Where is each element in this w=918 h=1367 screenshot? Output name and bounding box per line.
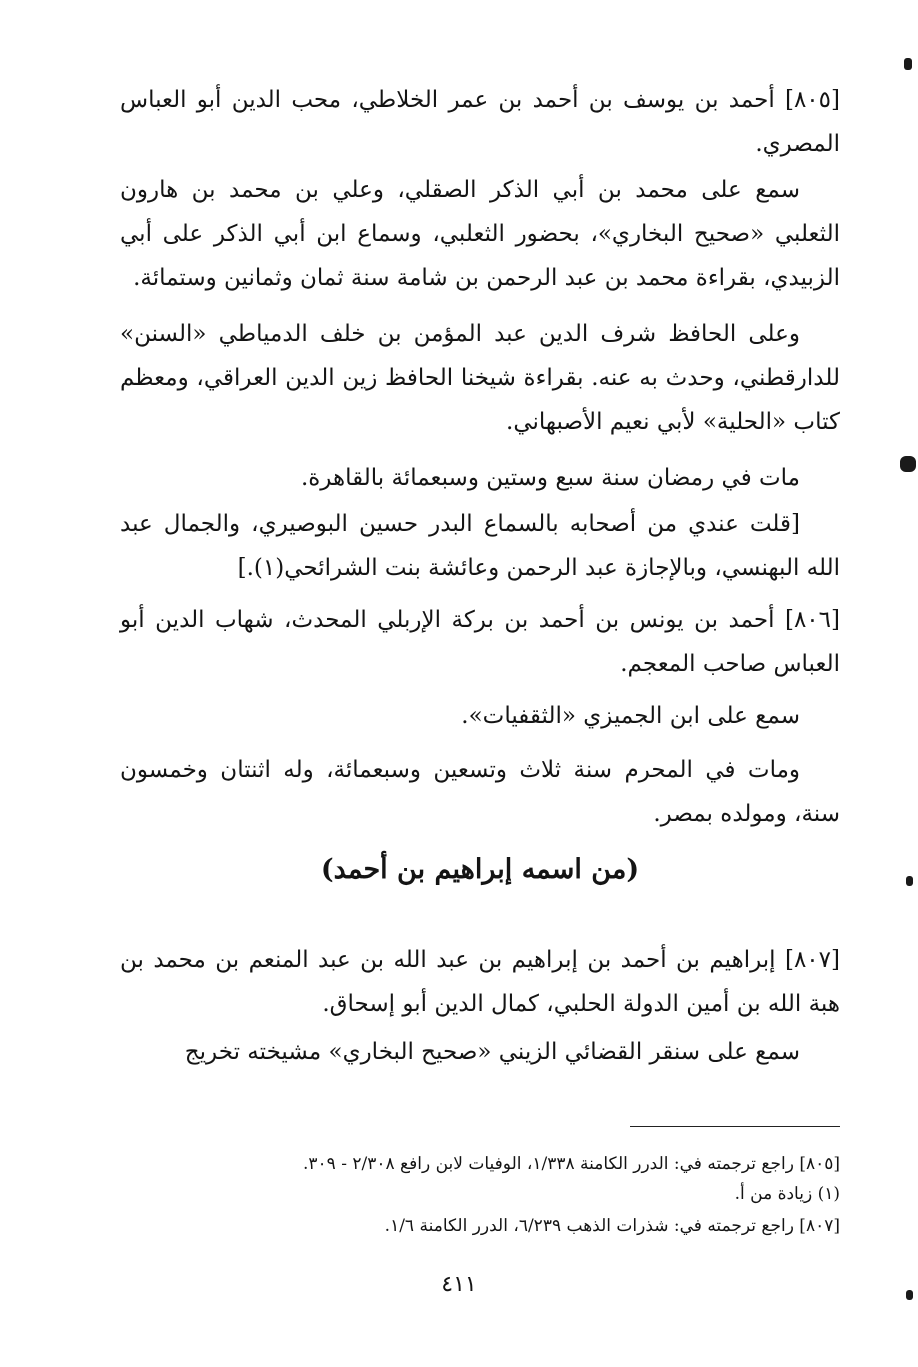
page-number: ٤١١: [441, 1272, 477, 1297]
margin-binding-mark: [906, 1290, 913, 1300]
entry-805-hearing-dimyati: وعلى الحافظ شرف الدين عبد المؤمن بن خلف الدمياطي «السنن» للدارقطني، وحدث به عنه. بقراءة شيخنا الحافظ زين الدين العراقي، ومعظم كتاب «الحلية» لأبي نعيم الأصبهاني.: [120, 321, 840, 435]
entry-806-title: [٨٠٦] أحمد بن يونس بن أحمد بن بركة الإربلي المحدث، شهاب الدين أبو العباس صاحب المعجم.: [120, 607, 840, 677]
entry-806-death: ومات في المحرم سنة ثلاث وتسعين وسبعمائة، وله اثنتان وخمسون سنة، ومولده بمصر.: [120, 757, 840, 827]
footnote-divider: [630, 1126, 840, 1127]
footnote-1: (١) زيادة من أ.: [734, 1184, 840, 1204]
footnote-805: [٨٠٥] راجع ترجمته في: الدرر الكامنة ١/٣٣٨، الوفيات لابن رافع ٢/٣٠٨ - ٣٠٩.: [303, 1154, 840, 1174]
entry-807-hearing: سمع على سنقر القضائي الزيني «صحيح البخاري» مشيخته تخريج: [184, 1039, 800, 1065]
margin-binding-mark: [906, 876, 913, 886]
footnote-807: [٨٠٧] راجع ترجمته في: شذرات الذهب ٦/٢٣٩، الدرر الكامنة ١/٦.: [384, 1216, 840, 1236]
entry-807-title: [٨٠٧] إبراهيم بن أحمد بن إبراهيم بن عبد الله بن عبد المنعم بن محمد بن هبة الله بن أمين الدولة الحلبي، كمال الدين أبو إسحاق.: [120, 947, 840, 1017]
entry-805-title: [٨٠٥] أحمد بن يوسف بن أحمد بن عمر الخلاطي، محب الدين أبو العباس المصري.: [120, 87, 840, 157]
entry-805-death: مات في رمضان سنة سبع وستين وسبعمائة بالقاهرة.: [300, 465, 800, 491]
entry-806-hearing: سمع على ابن الجميزي «الثقفيات».: [461, 703, 800, 729]
section-heading: (من اسمه إبراهيم بن أحمد): [320, 854, 640, 885]
book-page: [120, 0, 840, 1367]
entry-805-hearing: سمع على محمد بن أبي الذكر الصقلي، وعلي بن محمد بن هارون الثعلبي «صحيح البخاري»، بحضور الثعلبي، وسماع ابن أبي الذكر على أبي الزبيدي، بقراءة محمد بن عبد الرحمن بن شامة سنة ثمان وثمانين وستمائة.: [120, 177, 840, 291]
margin-binding-mark: [900, 456, 916, 472]
entry-805-note: [قلت عندي من أصحابه بالسماع البدر حسين البوصيري، والجمال عبد الله البهنسي، وبالإجازة عبد الرحمن وعائشة بنت الشرائحي(١).]: [120, 511, 840, 581]
margin-binding-mark: [904, 58, 912, 70]
